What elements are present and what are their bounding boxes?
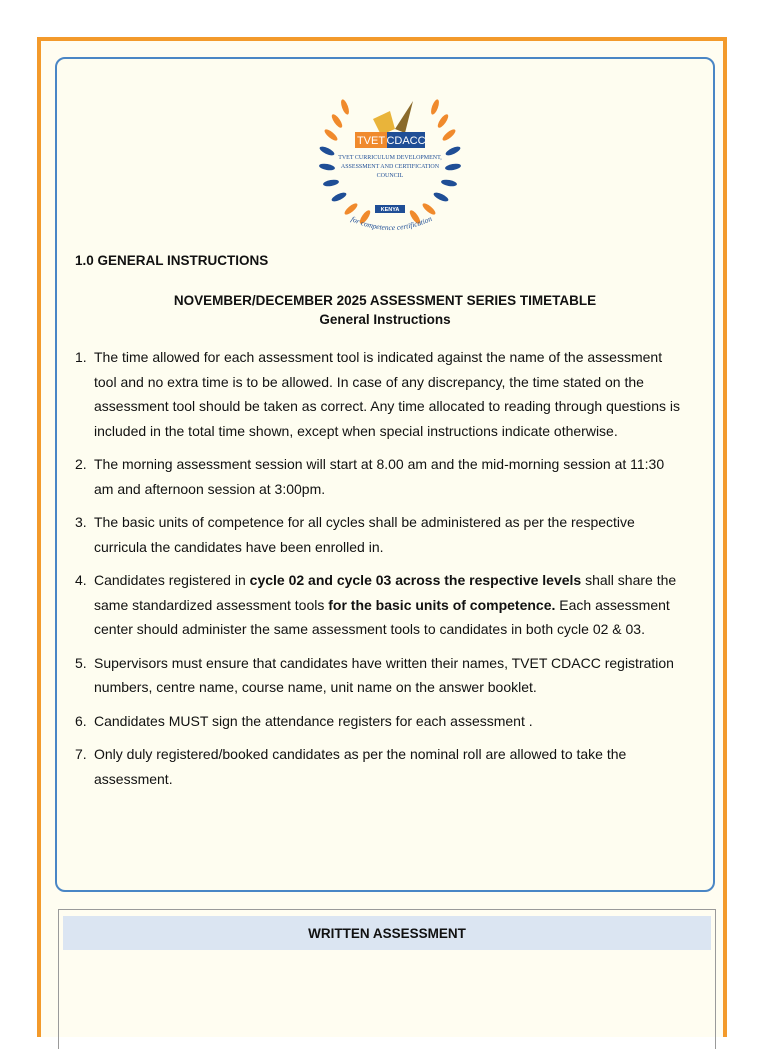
section-heading: 1.0 GENERAL INSTRUCTIONS <box>75 253 269 268</box>
written-assessment-table <box>58 909 716 1049</box>
logo-line2: ASSESSMENT AND CERTIFICATION <box>340 164 440 170</box>
instruction-item: 3. The basic units of competence for all cycles shall be administered as per the respective curricula the candidates have been enrolled in. <box>75 514 635 555</box>
logo-line3: COUNCIL <box>376 173 404 179</box>
instruction-item: 4. Candidates registered in cycle 02 and cycle 03 across the respective levels shall share the same standardized assessment tools for the basic units of competence. Each assessment center should administer the same assessment tools to candidates in both cycle 02 & 03. <box>75 572 677 637</box>
page-frame <box>37 37 727 1037</box>
instruction-item: 7. Only duly registered/booked candidates as per the nominal roll are allowed to take the assessment. <box>75 746 627 787</box>
torch-icon <box>373 101 413 135</box>
brand-right-text: CDACC <box>386 135 426 147</box>
timetable-title: NOVEMBER/DECEMBER 2025 ASSESSMENT SERIES TIMETABLE <box>173 293 597 308</box>
laurel-left-icon <box>318 98 372 225</box>
instruction-list <box>75 345 685 800</box>
logo-line1: TVET CURRICULUM DEVELOPMENT, <box>338 155 442 161</box>
tvet-cdacc-logo <box>315 77 465 247</box>
instruction-item: 1. The time allowed for each assessment tool is indicated against the name of the assessment tool and no extra time is to be allowed. In case of any discrepancy, the time stated on the assessment tool should be taken as correct. Any time allocated to reading through questions is included in the total time shown, except when special instructions indicate otherwise. <box>75 349 681 439</box>
instruction-item: 6. Candidates MUST sign the attendance registers for each assessment . <box>75 712 533 729</box>
general-instructions-subtitle: General Instructions <box>319 312 451 327</box>
brand-left-text: TVET <box>356 135 386 147</box>
kenya-text: KENYA <box>380 207 400 213</box>
written-assessment-header: WRITTEN ASSESSMENT <box>63 916 711 950</box>
motto-text: for competence certification <box>349 214 434 233</box>
instructions-card <box>55 57 715 892</box>
instruction-item: 5. Supervisors must ensure that candidates have written their names, TVET CDACC registration numbers, centre name, course name, unit name on the answer booklet. <box>75 654 674 695</box>
laurel-right-icon <box>408 98 462 225</box>
instruction-item: 2. The morning assessment session will start at 8.00 am and the mid-morning session at 11:30 am and afternoon session at 3:00pm. <box>75 456 665 497</box>
